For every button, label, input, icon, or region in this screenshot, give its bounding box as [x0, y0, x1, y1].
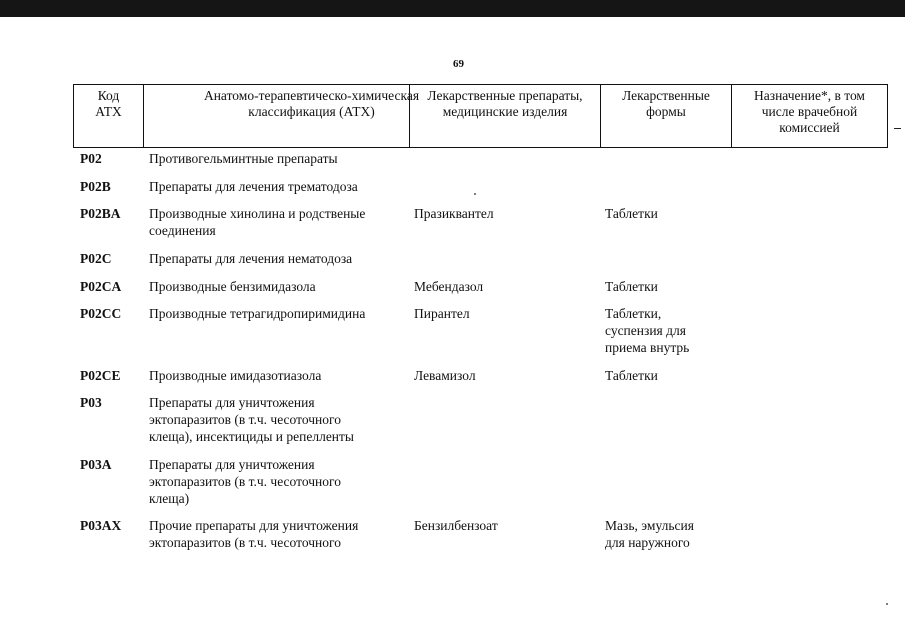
row-classification: Препараты для лечения трематодоза: [149, 179, 358, 194]
margin-dash-mark: [894, 128, 901, 129]
row-form: Таблетки: [605, 368, 658, 383]
row-drug: Празиквантел: [414, 206, 494, 221]
header-forms: Лекарственные формы: [600, 85, 731, 147]
row-code: P02CA: [80, 279, 122, 294]
row-classification: Производные хинолина и родственые соединения: [149, 206, 366, 238]
row-drug: Пирантел: [414, 306, 470, 321]
row-classification: Производные тетрагидропиримидина: [149, 306, 366, 321]
header-classification: Анатомо-терапевтическо-химическая классификация (АТХ): [143, 85, 479, 147]
row-classification: Противогельминтные препараты: [149, 151, 338, 166]
row-code: P02BA: [80, 206, 121, 221]
header-drugs: Лекарственные препараты, медицинские изделия: [409, 85, 600, 147]
row-form: Таблетки: [605, 206, 658, 221]
row-code: P03: [80, 395, 102, 410]
scan-top-border: [0, 0, 905, 17]
row-form: Таблетки, суспензия для приема внутрь: [605, 306, 690, 355]
row-code: P02CE: [80, 368, 121, 383]
row-drug: Левамизол: [414, 368, 476, 383]
page-number: 69: [453, 58, 464, 70]
scan-speck: [474, 193, 476, 195]
header-purpose: Назначение*, в том числе врачебной комиссией: [731, 85, 887, 147]
row-code: P03AX: [80, 518, 122, 533]
row-classification: Производные имидазотиазола: [149, 368, 322, 383]
scan-speck: [886, 603, 888, 605]
row-form: Мазь, эмульсия для наружного: [605, 518, 694, 550]
row-classification: Препараты для уничтожения эктопаразитов (в т.ч. чесоточного клеща), инсектициды и репелленты: [149, 395, 355, 444]
row-code: P02: [80, 151, 102, 166]
row-drug: Мебендазол: [414, 279, 484, 294]
row-code: P02B: [80, 179, 111, 194]
row-drug: Бензилбензоат: [414, 518, 498, 533]
header-code: Код АТХ: [95, 88, 122, 119]
row-classification: Прочие препараты для уничтожения эктопаразитов (в т.ч. чесоточного: [149, 518, 359, 550]
row-classification: Препараты для уничтожения эктопаразитов (в т.ч. чесоточного клеща): [149, 457, 341, 506]
row-form: Таблетки: [605, 279, 658, 294]
row-classification: Производные бензимидазола: [149, 279, 316, 294]
row-code: P02C: [80, 251, 112, 266]
table-header: [73, 84, 888, 148]
row-code: P03A: [80, 457, 112, 472]
row-classification: Препараты для лечения нематодоза: [149, 251, 353, 266]
row-code: P02CC: [80, 306, 122, 321]
